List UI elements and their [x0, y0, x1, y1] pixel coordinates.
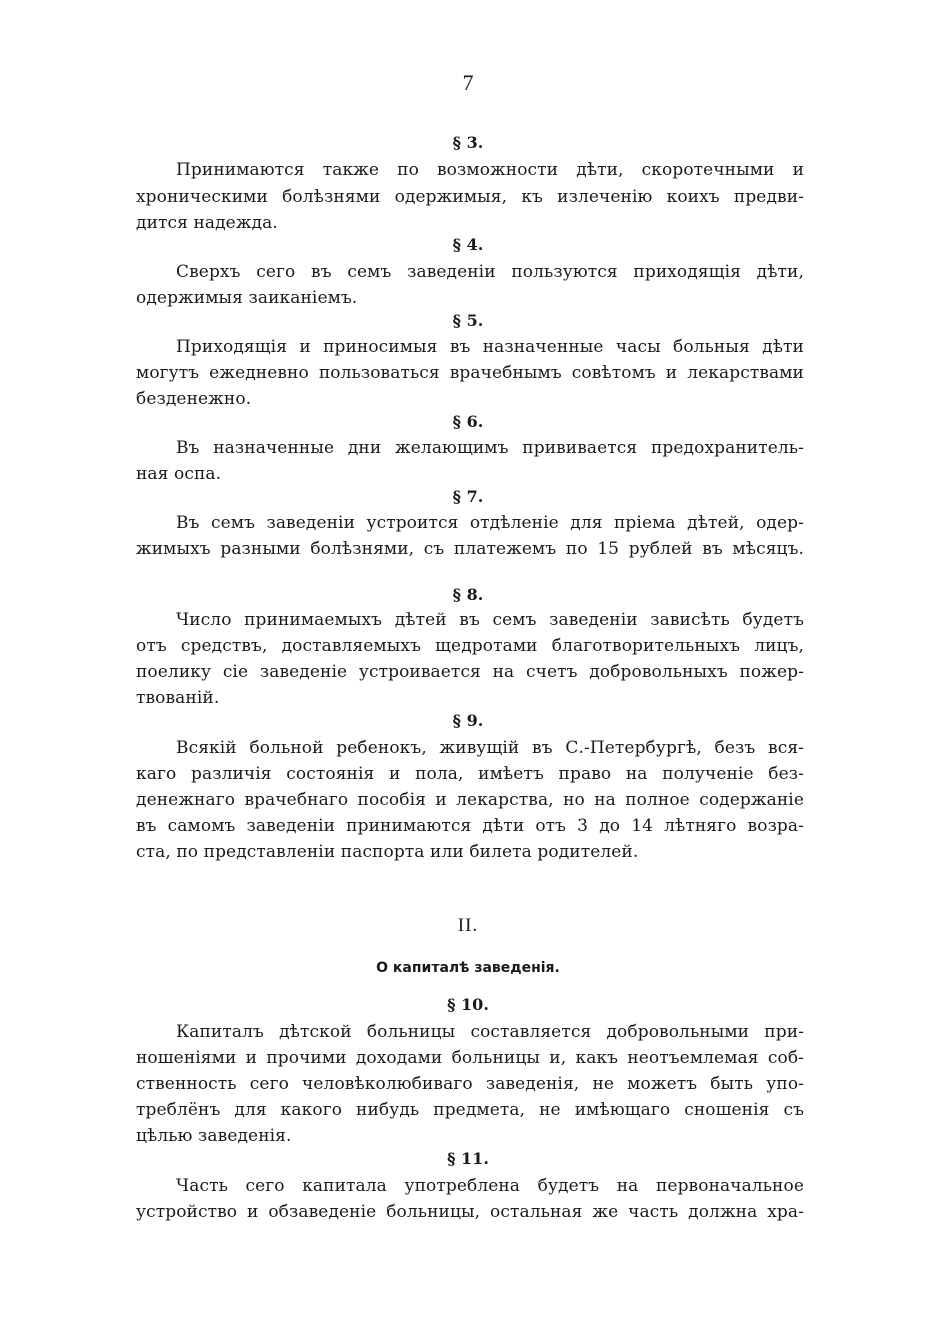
- section-heading-10: § 10.: [447, 995, 489, 1014]
- section-8-line: твованій.: [136, 688, 220, 708]
- section-10-line: ношеніями и прочими доходами больницы и, какъ неотъемлемая соб-: [136, 1048, 804, 1068]
- section-10-line: цѣлью заведенія.: [136, 1126, 292, 1146]
- part-title: О капиталѣ заведенія.: [376, 960, 560, 976]
- section-10-line: Капиталъ дѣтской больницы составляется добровольными при-: [176, 1022, 804, 1042]
- section-8-line: поелику сіе заведеніе устроивается на счетъ добровольныхъ пожер-: [136, 662, 804, 682]
- section-5-line: безденежно.: [136, 389, 252, 409]
- section-6-line: ная оспа.: [136, 464, 222, 484]
- section-9-line: въ самомъ заведеніи принимаются дѣти отъ 3 до 14 лѣтняго возра-: [136, 816, 804, 836]
- section-10-line: треблёнъ для какого нибудь предмета, не имѣющаго сношенія съ: [136, 1100, 804, 1120]
- section-11-line: устройство и обзаведеніе больницы, остальная же часть должна хра-: [136, 1202, 804, 1222]
- page-number: 7: [462, 70, 474, 95]
- section-3-line: хроническими болѣзнями одержимыя, къ излеченію коихъ предви-: [136, 187, 804, 207]
- section-9-line: ста, по представленіи паспорта или билета родителей.: [136, 842, 639, 862]
- section-3-line: дится надежда.: [136, 213, 278, 233]
- section-9-line: каго различія состоянія и пола, имѣетъ право на полученіе без-: [136, 764, 804, 784]
- section-9-line: Всякій больной ребенокъ, живущій въ С.-Петербургѣ, безъ вся-: [176, 738, 804, 758]
- section-heading-7: § 7.: [452, 487, 484, 506]
- section-heading-8: § 8.: [452, 585, 484, 604]
- section-heading-4: § 4.: [452, 235, 484, 254]
- section-heading-3: § 3.: [452, 133, 484, 152]
- section-10-line: ственность сего человѣколюбиваго заведенія, не можетъ быть упо-: [136, 1074, 804, 1094]
- section-heading-9: § 9.: [452, 711, 484, 730]
- section-3-line: Принимаются также по возможности дѣти, скоротечными и: [176, 160, 804, 180]
- section-8-line: Число принимаемыхъ дѣтей въ семъ заведеніи зависѣть будетъ: [176, 610, 804, 630]
- part-number: II.: [457, 915, 479, 936]
- section-5-line: могутъ ежедневно пользоваться врачебнымъ совѣтомъ и лекарствами: [136, 363, 804, 383]
- section-9-line: денежнаго врачебнаго пособія и лекарства, но на полное содержаніе: [136, 790, 804, 810]
- section-8-line: отъ средствъ, доставляемыхъ щедротами благотворительныхъ лицъ,: [136, 636, 804, 656]
- section-7-line: жимыхъ разными болѣзнями, съ платежемъ по 15 рублей въ мѣсяцъ.: [136, 539, 804, 559]
- section-5-line: Приходящія и приносимыя въ назначенные часы больныя дѣти: [176, 337, 804, 357]
- section-heading-5: § 5.: [452, 311, 484, 330]
- section-11-line: Часть сего капитала употреблена будетъ на первоначальное: [176, 1176, 804, 1196]
- section-7-line: Въ семъ заведеніи устроится отдѣленіе для пріема дѣтей, одер-: [176, 513, 804, 533]
- section-4-line: одержимыя заиканіемъ.: [136, 288, 358, 308]
- section-4-line: Сверхъ сего въ семъ заведеніи пользуются приходящія дѣти,: [176, 262, 804, 282]
- section-6-line: Въ назначенные дни желающимъ прививается предохранитель-: [176, 438, 804, 458]
- section-heading-6: § 6.: [452, 412, 484, 431]
- section-heading-11: § 11.: [447, 1149, 489, 1168]
